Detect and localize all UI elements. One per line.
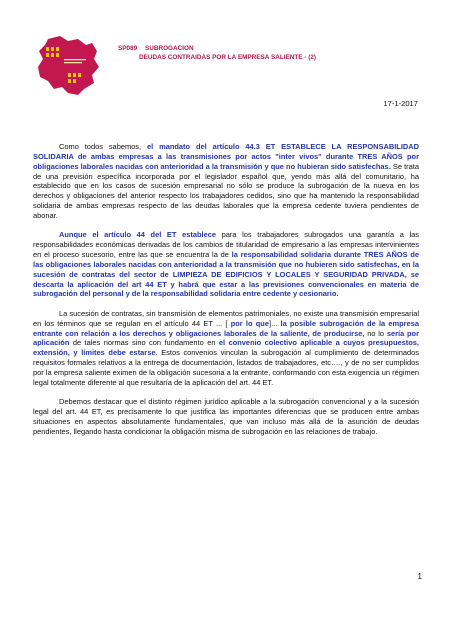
organization-logo — [34, 33, 102, 98]
body-paragraph — [33, 230, 419, 299]
emphasized-text: Aunque el artículo 44 del ET establece — [59, 230, 216, 240]
emphasized-text: la posible subrogación de la empresa entrante con relación a los derechos y obligaciones laborales de la saliente, de producirse, — [33, 318, 419, 338]
paragraph-text: ]... — [269, 318, 281, 328]
document-code: SP089 — [118, 45, 138, 52]
document-date: 17-1-2017 — [383, 99, 418, 108]
document-title: SUBROGACION — [144, 45, 194, 52]
paragraph-text: de tales normas sino con fundamento en — [69, 338, 219, 348]
paragraph-text: . Estos convenios vinculan la subrogación al cumplimiento de determinados requisitos formales relativos a la entrega de documentación, listados de trabajadores, etc…., y de no ser cumplidos por la empresa saliente eximen de la obligación sucesoria a la entrante, conformando con esta exigencia un régimen legal totalmente diferente al que resultaría de la aplicación del art. 44 ET. — [33, 348, 419, 387]
body-paragraph — [33, 397, 419, 436]
paragraph-text: La sucesión de contratas, sin transmisión de elementos patrimoniales, no existe una transmisión empresarial en los términos que se regulan en el artículo 44 ET ... [ — [33, 308, 419, 328]
paragraph-text: Debemos destacar que el distinto régimen jurídico aplicable a la subrogación convencional y a la sucesión legal del art. 44 ET, es precisamente lo que justifica las importantes diferencias que se producen entre ambas situaciones en aspectos absolutamente fundamentales, que van incluso más allá de la asunción de deudas pendientes, llegando hasta condicionar la obligación misma de subrogación en las relaciones de trabajo. — [33, 397, 419, 436]
emphasized-text: la responsabilidad solidaria durante TRES AÑOS de las obligaciones laborales nacidas con anterioridad a la transmisión que no hubieren sido satisfechas, en la sucesión de contratas del sector de LIMPIEZA DE EDIFICIOS Y LOCALES Y SEGURIDAD PRIVADA, se descarta la aplicación del art 44 ET y habrá que estar a las previsiones convencionales en materia de subrogación del personal y de la responsabilidad solidaria entre cedente y cesionario. — [33, 250, 419, 299]
emphasized-text: el mandato del artículo 44.3 ET ESTABLECE LA RESPONSABILIDAD SOLIDARIA de ambas empresas a las transmisiones por actos "inter vivos" durante TRES AÑOS por obligaciones laborales nacidas con anterioridad a la transmisión y que no hubieran sido satisfechas. — [33, 142, 419, 171]
emphasized-text: sería por aplicación — [33, 328, 419, 348]
document-header — [118, 44, 316, 62]
paragraph-text: para los trabajadores subrogados una garantía a las responsabilidades económicas derivadas de los cambios de titularidad de empresario a las empresas intervinientes en el proceso sucesorio, entre las que se encuentra la de — [33, 230, 420, 260]
emphasized-text: el convenio colectivo aplicable a cuyos presupuestos, extensión, y límites debe estarse — [33, 338, 419, 358]
paragraph-text: no lo — [364, 328, 387, 338]
paragraph-text: Se trata de una previsión específica incorporada por el legislador español que, yendo más allá del comunitario, ha establecido que en los casos de sucesión empresarial no sólo se produce la subrogación de la nueva en los derechos y obligaciones del anterior respecto los trabajadores cedidos, sino que ha mantenido la responsabilidad solidaria de ambas empresas respecto de las deudas laborales que la empresa cedente tuviera pendientes de abonar. — [33, 161, 419, 220]
body-paragraph — [33, 309, 419, 388]
page-number: 1 — [417, 572, 422, 581]
document-subtitle: DEUDAS CONTRAIDAS POR LA EMPRESA SALIENTE - (2) — [139, 54, 317, 61]
body-paragraph — [33, 142, 419, 221]
paragraph-text: Como todos sabemos, — [59, 142, 147, 151]
emphasized-text: por lo que — [230, 318, 269, 328]
document-body — [33, 142, 419, 446]
